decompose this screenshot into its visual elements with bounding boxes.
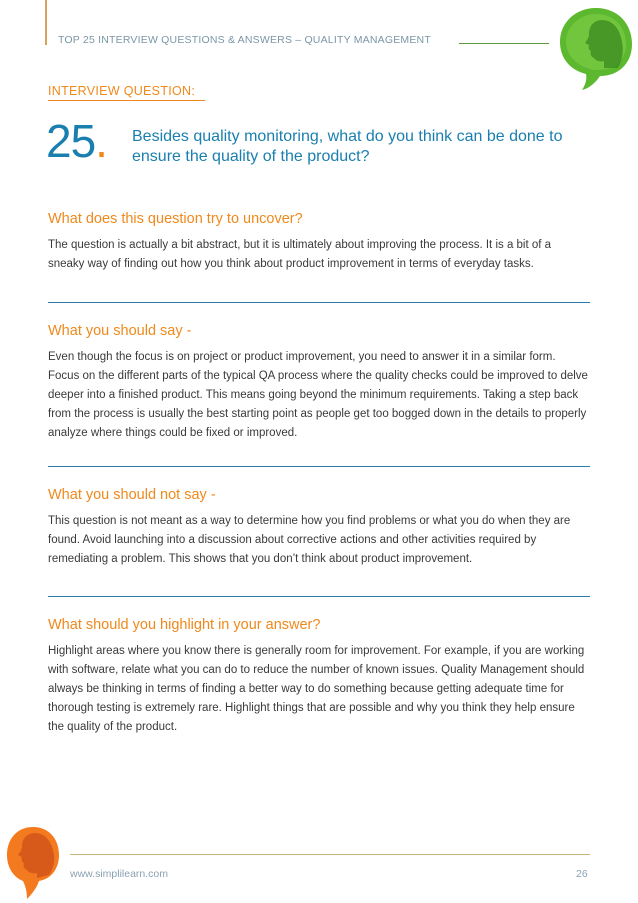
footer-rule [70, 854, 590, 855]
header-accent-line [45, 0, 47, 45]
header-title: TOP 25 INTERVIEW QUESTIONS & ANSWERS – QUALITY MANAGEMENT [58, 34, 431, 46]
header-rule [459, 43, 549, 44]
section-heading: What does this question try to uncover? [48, 211, 303, 227]
section-divider [48, 466, 590, 467]
question-number-dot: . [95, 115, 107, 167]
section-heading: What you should say - [48, 323, 192, 339]
section-heading: What should you highlight in your answer? [48, 617, 321, 633]
question-text: Besides quality monitoring, what do you think can be done to ensure the quality of the product? [132, 128, 563, 165]
interview-question-underline [48, 100, 205, 101]
section-divider [48, 596, 590, 597]
section-divider [48, 302, 590, 303]
section-uncover [48, 210, 590, 274]
section-body: Even though the focus is on project or product improvement, you need to answer it in a similar form. Focus on the different parts of the typical QA process where the quality checks could be improved to delve deeper into a finished product. This means going beyond the minimum requirements. Taking a step back from the process is usually the best starting point as people get too bogged down in the details to properly analyze where things could be fixed or improved. [48, 351, 588, 439]
speech-bubble-green-logo-icon [556, 4, 636, 92]
section-should-say [48, 322, 590, 443]
speech-bubble-orange-logo-icon [5, 825, 61, 901]
section-body: This question is not meant as a way to determine how you find problems or what you do when they are found. Avoid launching into a discussion about corrective actions and other activities required by remediating a problem. This shows that you don’t think about product improvement. [48, 515, 571, 565]
section-heading: What you should not say - [48, 487, 216, 503]
section-body: The question is actually a bit abstract, but it is ultimately about improving the process. It is a bit of a sneaky way of finding out how you think about product improvement in terms of everyday tasks. [48, 239, 552, 270]
interview-question-label: INTERVIEW QUESTION: [48, 84, 196, 98]
question-number: 25. [46, 115, 107, 167]
section-should-not-say [48, 486, 590, 569]
footer-url[interactable]: www.simplilearn.com [70, 868, 169, 880]
section-highlight [48, 616, 590, 737]
section-body: Highlight areas where you know there is generally room for improvement. For example, if you are working with software, relate what you can do to reduce the number of known issues. Quality Management should always be thinking in terms of finding a better way to do something because getting adequate time for thorough testing is extremely rare. Highlight things that are possible and why you think they help ensure the quality of the product. [48, 645, 585, 733]
page-number: 26 [576, 868, 588, 880]
